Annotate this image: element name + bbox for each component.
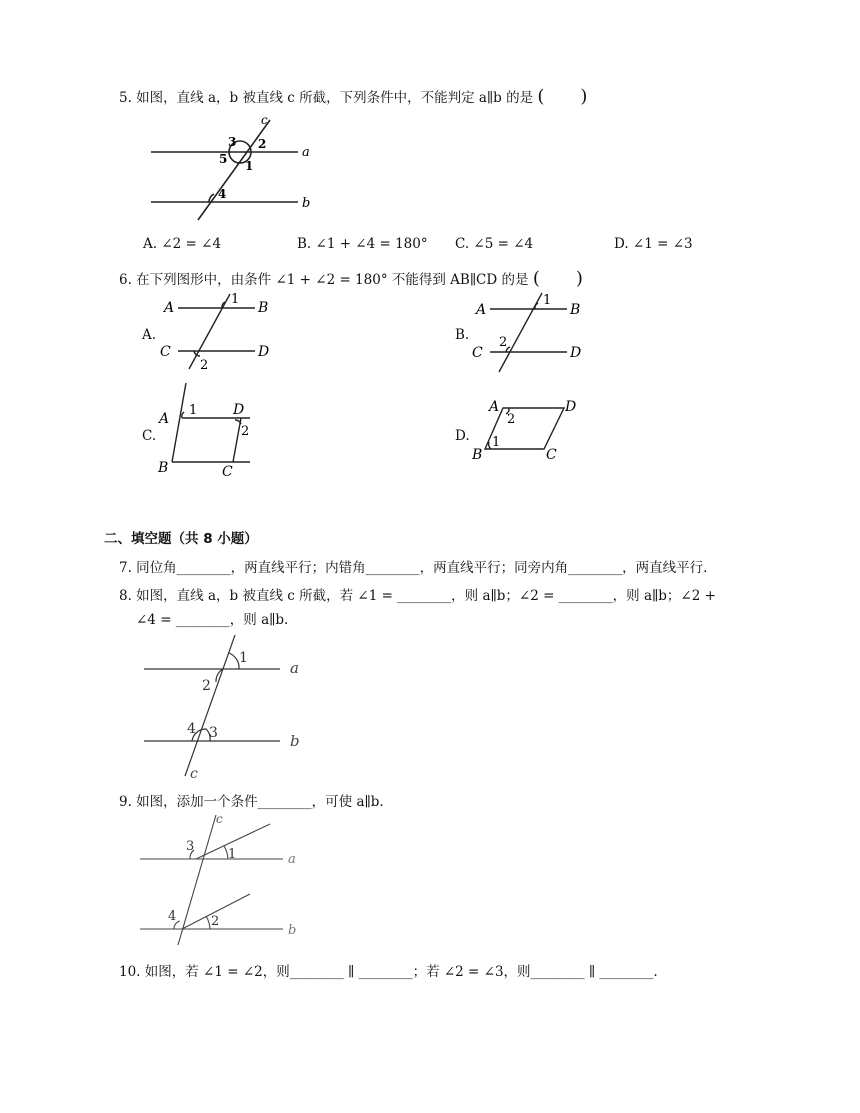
svg-text:1: 1 xyxy=(189,403,198,418)
svg-text:C: C xyxy=(546,447,557,463)
q6-option-c-label[interactable]: C. xyxy=(142,428,157,444)
svg-text:D: D xyxy=(570,345,582,361)
svg-text:A: A xyxy=(489,399,500,415)
q9-figure xyxy=(138,812,313,947)
svg-text:b: b xyxy=(290,732,300,750)
q8-text-line1: 8. 如图，直线 a，b 被直线 c 所截，若 ∠1 = ________，则 a∥b；∠2 = ________，则 a∥b；∠2 + xyxy=(119,588,716,604)
svg-text:D: D xyxy=(565,399,577,415)
svg-text:1: 1 xyxy=(228,847,237,862)
q5-figure xyxy=(148,112,328,222)
q5-angle-4: 4 xyxy=(218,187,227,201)
q6-figure-a xyxy=(160,290,290,373)
svg-text:A: A xyxy=(159,411,170,427)
q5-option-d[interactable]: D. ∠1 = ∠3 xyxy=(614,236,693,252)
svg-text:1: 1 xyxy=(239,650,248,666)
q5-angle-5: 5 xyxy=(219,152,228,166)
svg-text:2: 2 xyxy=(202,678,211,694)
svg-text:1: 1 xyxy=(231,292,240,307)
q5-stem: 5. 如图，直线 a，b 被直线 c 所截，下列条件中，不能判定 a∥b 的是 ( ) xyxy=(119,86,588,107)
svg-text:b: b xyxy=(288,923,297,938)
svg-text:C: C xyxy=(160,344,171,360)
svg-text:A: A xyxy=(476,302,487,318)
svg-text:a: a xyxy=(288,852,296,867)
q6-answer-paren[interactable]: ( ) xyxy=(532,268,583,289)
svg-text:B: B xyxy=(472,447,483,463)
svg-text:B: B xyxy=(570,302,581,318)
svg-text:2: 2 xyxy=(200,358,209,373)
section-fill-in-title: 二、填空题（共 8 小题） xyxy=(104,531,258,547)
q5-answer-paren[interactable]: ( ) xyxy=(537,86,588,107)
q6-figure-b xyxy=(472,290,602,375)
q5-option-c[interactable]: C. ∠5 = ∠4 xyxy=(455,236,534,252)
svg-text:2: 2 xyxy=(499,335,508,350)
q6-stem: 6. 在下列图形中，由条件 ∠1 + ∠2 = 180° 不能得到 AB∥CD 的是 ( ) xyxy=(119,268,583,289)
svg-text:3: 3 xyxy=(186,839,195,854)
svg-text:4: 4 xyxy=(168,909,177,924)
svg-text:4: 4 xyxy=(187,721,196,737)
svg-text:2: 2 xyxy=(211,914,220,929)
svg-text:c: c xyxy=(216,812,223,826)
svg-text:1: 1 xyxy=(543,293,552,308)
q5-angle-2: 2 xyxy=(258,137,267,151)
q6-figure-c xyxy=(157,380,267,480)
svg-text:1: 1 xyxy=(492,435,501,450)
q8-text-line2: ∠4 = ________，则 a∥b. xyxy=(136,612,289,628)
q5-label-b: b xyxy=(302,196,311,211)
q7-text: 7. 同位角________，两直线平行；内错角________，两直线平行；同旁内角________，两直线平行. xyxy=(119,560,708,576)
svg-text:c: c xyxy=(190,766,198,782)
svg-text:B: B xyxy=(158,460,169,476)
svg-text:C: C xyxy=(222,464,233,480)
q6-option-d-label[interactable]: D. xyxy=(455,428,470,444)
svg-text:B: B xyxy=(258,300,269,316)
q9-text: 9. 如图，添加一个条件________，可使 a∥b. xyxy=(119,794,384,810)
svg-text:2: 2 xyxy=(507,412,516,427)
q6-option-a-label[interactable]: A. xyxy=(142,327,157,343)
svg-text:D: D xyxy=(233,402,245,418)
q10-text: 10. 如图，若 ∠1 = ∠2，则________ ∥ ________；若 ∠2 = ∠3，则________ ∥ ________. xyxy=(119,964,658,980)
q8-figure xyxy=(140,632,315,782)
svg-text:A: A xyxy=(164,300,175,316)
q5-option-b[interactable]: B. ∠1 + ∠4 = 180° xyxy=(297,236,428,252)
q5-label-a: a xyxy=(302,145,310,160)
q5-angle-1: 1 xyxy=(245,159,254,173)
svg-text:2: 2 xyxy=(241,424,250,439)
q6-figure-d xyxy=(470,396,590,466)
svg-text:3: 3 xyxy=(209,725,218,741)
svg-text:a: a xyxy=(290,659,299,677)
q5-label-c: c xyxy=(261,113,268,127)
svg-text:D: D xyxy=(258,344,270,360)
q5-option-a[interactable]: A. ∠2 = ∠4 xyxy=(143,236,222,252)
svg-text:C: C xyxy=(472,345,483,361)
q6-option-b-label[interactable]: B. xyxy=(455,327,470,343)
q5-angle-3: 3 xyxy=(228,135,237,149)
